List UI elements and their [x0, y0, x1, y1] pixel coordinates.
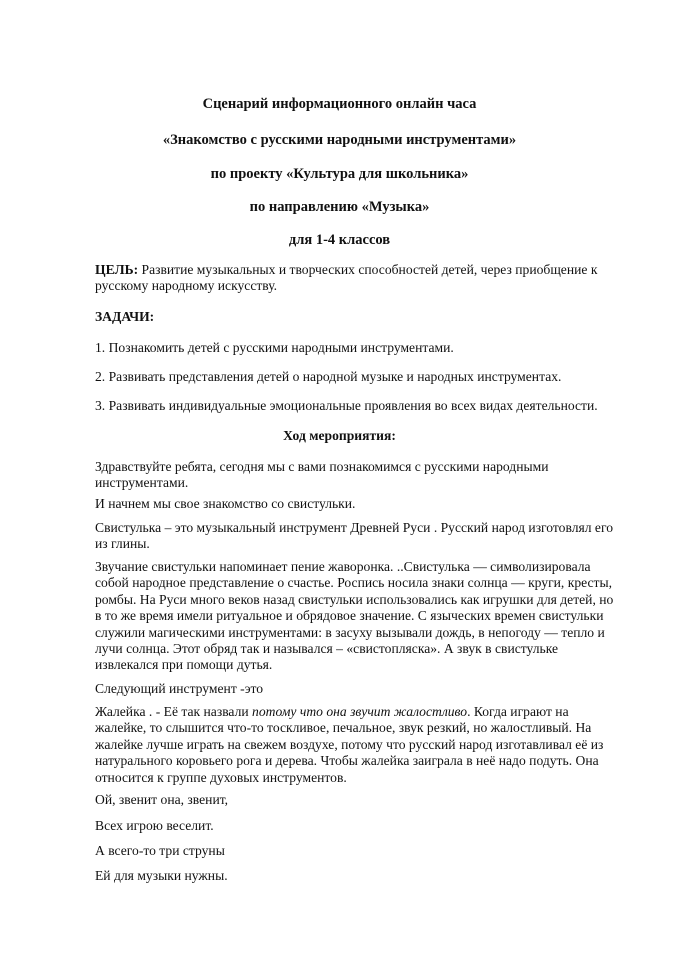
goal-paragraph: [95, 262, 625, 295]
title-line-3: по проекту «Культура для школьника»: [210, 166, 469, 182]
poem-line-4: Ей для музыки нужны.: [95, 868, 228, 883]
poem-line-1: Ой, звенит она, звенит,: [95, 792, 229, 807]
svistulka-body-line-5: служили магическими инструментами: в засуху вызывали дождь, в непогоду — тепло и: [95, 624, 605, 640]
zhaleika-line-1-start: Жалейка . - Её так назвали: [95, 704, 253, 719]
greeting-line-2: инструментами.: [95, 475, 189, 491]
zhaleika-paragraph: [95, 704, 625, 786]
title-line-1: Сценарий информационного онлайн часа: [202, 96, 477, 112]
svistulka-body-line-1: Звучание свистульки напоминает пение жаворонка. ..Свистулька — символизировала: [95, 559, 591, 574]
title-line-4: по направлению «Музыка»: [249, 199, 430, 215]
zhaleika-line-3: жалейке лучше играть на свежем воздухе, потому что русский народ изготавливал её из: [95, 736, 604, 752]
svistulka-body-line-7: извлекался при помощи дутья.: [95, 657, 273, 673]
svistulka-body-line-4: в то же время имели ритуальное и обрядовое значение. С языческих времен свистульки: [95, 608, 604, 624]
goal-text-2: русскому народному искусству.: [95, 278, 278, 294]
svistulka-intro-line-2: из глины.: [95, 536, 150, 552]
greeting-paragraph: [95, 459, 625, 492]
tasks-heading: ЗАДАЧИ:: [95, 309, 155, 324]
poem-line-3: А всего-то три струны: [95, 843, 225, 858]
zhaleika-line-2: жалейке, то слышится что-то тоскливое, печальное, звук резкий, но жалостливый. На: [95, 720, 592, 736]
task-2: 2. Развивать представления детей о народной музыке и народных инструментах.: [95, 369, 562, 384]
task-3: 3. Развивать индивидуальные эмоциональные проявления во всех видах деятельности.: [95, 398, 598, 413]
task-1: 1. Познакомить детей с русскими народными инструментами.: [95, 340, 454, 355]
poem-line-2: Всех игрою веселит.: [95, 818, 214, 833]
svistulka-body-line-6: лучи солнца. Этот обряд так и назывался – «свистопляска». А звук в свистульке: [95, 641, 559, 657]
zhaleika-line-1-italic: потому что она звучит жалостливо: [252, 704, 468, 719]
svistulka-body-line-2: собой народное представление о счастье. Роспись носила знаки солнца — круги, кресты,: [95, 575, 613, 591]
svistulka-body-paragraph: [95, 559, 625, 674]
svistulka-intro-line-1: Свистулька – это музыкальный инструмент Древней Руси . Русский народ изготовлял его: [95, 520, 613, 535]
svistulka-intro-paragraph: [95, 520, 625, 553]
title-line-5: для 1-4 классов: [288, 232, 391, 248]
event-heading: Ход мероприятия:: [283, 428, 396, 443]
zhaleika-line-4: натурального коровьего рога и дерева. Чтобы жалейка заиграла в неё надо подуть. Она: [95, 753, 599, 769]
zhaleika-line-1-end: . Когда играют на: [467, 704, 569, 719]
start-paragraph: И начнем мы свое знакомство со свистульки.: [95, 496, 356, 511]
svistulka-body-line-3: ромбы. На Руси много веков назад свистульки использовались как игрушки для детей, но: [95, 591, 614, 607]
zhaleika-line-5: относится к группе духовых инструментов.: [95, 769, 347, 785]
title-line-2: «Знакомство с русскими народными инструментами»: [162, 132, 517, 148]
next-instrument-line: Следующий инструмент -это: [95, 681, 264, 696]
goal-label: ЦЕЛЬ:: [95, 262, 139, 277]
greeting-line-1: Здравствуйте ребята, сегодня мы с вами познакомимся с русскими народными: [95, 459, 549, 474]
goal-text-1: Развитие музыкальных и творческих способностей детей, через приобщение к: [138, 262, 598, 277]
